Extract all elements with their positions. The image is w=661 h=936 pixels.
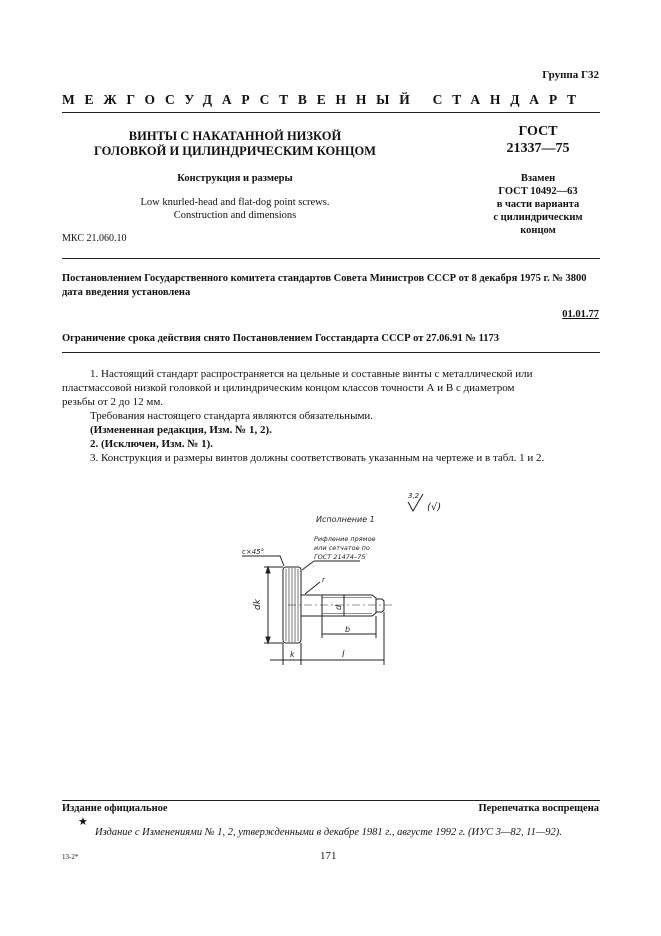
replaces-line-5: концом (520, 225, 556, 236)
b-label: b (345, 625, 351, 634)
paragraph-4: 3. Конструкция и размеры винтов должны соответствовать указанным на чертеже и в табл. 1 и 2. (90, 452, 545, 464)
thread-lines (322, 598, 372, 614)
d-label: d (334, 604, 343, 610)
decree-line-2: дата введения установлена (62, 287, 191, 298)
replaces-line-1: Взамен (520, 173, 556, 184)
restriction-note: Ограничение срока действия снято Постановлением Госстандарта СССР от 27.06.91 № 1173 (62, 333, 500, 344)
paragraph-1 (62, 367, 600, 381)
paragraph-1-line-3: резьбы от 2 до 12 мм. (62, 396, 164, 408)
header-divider (62, 112, 600, 113)
roughness-value: 3,2 (408, 492, 420, 500)
page-number: 171 (320, 850, 337, 862)
chamfer-leader (242, 556, 284, 566)
paragraph-3-text: 2. (Исключен, Изм. № 1). (90, 438, 214, 450)
standard-code-line-2: 21337—75 (506, 141, 570, 156)
paragraph-2: Требования настоящего стандарта являются обязательными. (90, 410, 374, 422)
radius-label: r (322, 576, 325, 584)
screw-drawing (230, 490, 460, 680)
mks-divider (62, 258, 600, 259)
document-subtitle: Конструкция и размеры (177, 173, 293, 184)
paragraph-3 (90, 437, 600, 451)
replaces-note (478, 172, 598, 237)
paragraph-1-line-2: пластмассовой низкой головкой и цилиндрическим концом классов точности А и В с диаметром (62, 382, 515, 394)
k-label: k (290, 650, 295, 659)
english-title-line-1: Low knurled-head and flat-dog point screws. (140, 197, 330, 208)
standard-banner: МЕЖГОСУДАРСТВЕННЫЙ СТАНДАРТ (62, 92, 586, 107)
standard-code-line-1: ГОСТ (518, 124, 558, 139)
edition-note: Издание с Изменениями № 1, 2, утвержденными в декабре 1981 г., августе 1992 г. (ИУС 3—82, 11—92). (95, 827, 562, 838)
introduction-date: 01.01.77 (562, 309, 599, 320)
roughness-paren: (√) (427, 502, 442, 513)
group-label: Группа Г32 (542, 69, 599, 81)
knurl-note-line-1: Рифление прямое (314, 535, 376, 543)
replaces-line-3: в части варианта (496, 199, 580, 210)
title-line-2: ГОЛОВКОЙ И ЦИЛИНДРИЧЕСКИМ КОНЦОМ (94, 144, 376, 158)
decree-text (62, 272, 600, 300)
official-edition: Издание официальное (62, 803, 168, 814)
standard-code (478, 123, 598, 157)
paragraph-amendment: (Измененная редакция, Изм. № 1, 2). (90, 424, 272, 436)
footer-divider (62, 800, 600, 801)
radius-leader (305, 582, 320, 594)
k-l-dimension-lines (270, 612, 384, 665)
reprint-prohibited: Перепечатка воспрещена (478, 803, 599, 814)
paragraph-1-line-1: 1. Настоящий стандарт распространяется на цельные и составные винты с металлической или (90, 368, 533, 380)
document-title (90, 129, 380, 159)
replaces-line-2: ГОСТ 10492—63 (498, 186, 578, 197)
english-title-line-2: Construction and dimensions (173, 210, 297, 221)
english-title (90, 196, 380, 222)
variant-label: Исполнение 1 (316, 515, 375, 524)
decree-line-1: Постановлением Государственного комитета стандартов Совета Министров СССР от 8 декабря 1975 г. № 3800 (62, 273, 587, 284)
mks-code: МКС 21.060.10 (62, 233, 127, 244)
print-signature: 13-2* (62, 853, 79, 861)
knurl-leader (302, 561, 314, 570)
knurl-note-line-2: или сетчатое по (314, 544, 370, 552)
dk-label: dk (253, 599, 263, 610)
star-mark: ★ (78, 816, 88, 828)
title-line-1: ВИНТЫ С НАКАТАННОЙ НИЗКОЙ (128, 129, 342, 143)
knurl-note-line-3: ГОСТ 21474–75 (314, 553, 366, 561)
dog-point (376, 599, 384, 612)
restriction-divider (62, 352, 600, 353)
dk-dimension-lines (264, 567, 283, 643)
l-label: l (342, 650, 345, 660)
chamfer-label: c×45° (242, 548, 265, 556)
replaces-line-4: с цилиндрическим (493, 212, 583, 223)
